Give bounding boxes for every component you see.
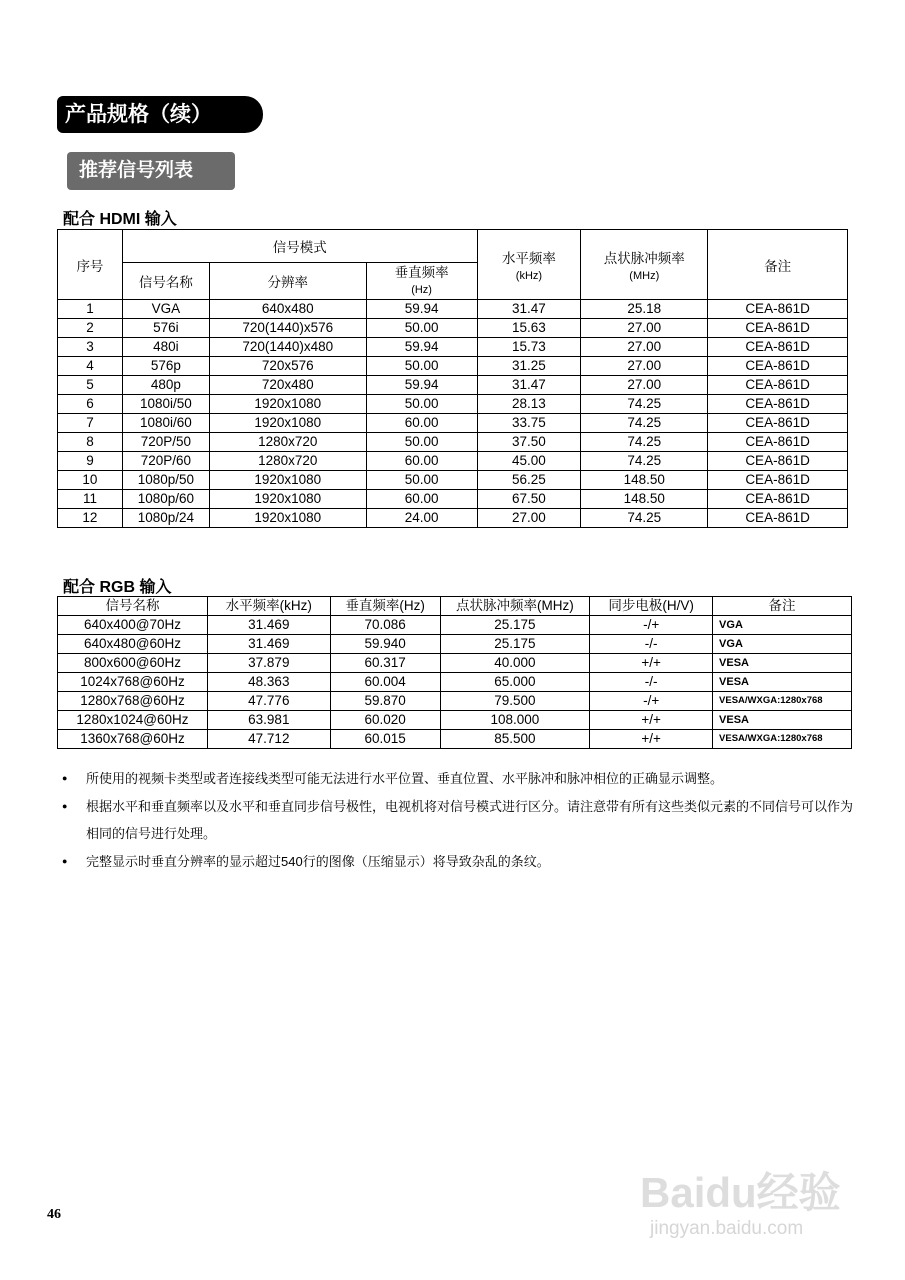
table-row (58, 730, 852, 749)
notes-list (62, 765, 862, 875)
table-cell: 15.73 (477, 338, 581, 357)
table-cell: 1920x1080 (209, 395, 366, 414)
table-cell: 74.25 (581, 395, 708, 414)
table-cell: 1280x720 (209, 433, 366, 452)
table-row (58, 376, 848, 395)
table-cell: 1080p/24 (122, 509, 209, 528)
table-cell: 1080i/60 (122, 414, 209, 433)
table-cell: 59.94 (366, 376, 477, 395)
table-cell: 31.469 (207, 616, 330, 635)
table-cell: 27.00 (581, 319, 708, 338)
table-cell: 108.000 (440, 711, 590, 730)
table-cell: 59.94 (366, 300, 477, 319)
table-row (58, 616, 852, 635)
table-cell: 3 (58, 338, 123, 357)
table-cell: +/+ (590, 730, 713, 749)
table-cell: 31.47 (477, 300, 581, 319)
table-cell: 37.879 (207, 654, 330, 673)
table-cell: 27.00 (477, 509, 581, 528)
table-cell: 50.00 (366, 433, 477, 452)
table-cell: 33.75 (477, 414, 581, 433)
table-cell: +/+ (590, 654, 713, 673)
table-cell: 60.00 (366, 414, 477, 433)
table-cell: 25.175 (440, 635, 590, 654)
table-cell: 50.00 (366, 471, 477, 490)
table-cell: 50.00 (366, 319, 477, 338)
table-cell: 15.63 (477, 319, 581, 338)
table-cell: 1280x768@60Hz (58, 692, 208, 711)
table-row (58, 300, 848, 319)
page-number: 46 (47, 1207, 61, 1222)
table-row (58, 338, 848, 357)
table-cell: 25.175 (440, 616, 590, 635)
rgb-signal-table (57, 596, 852, 749)
hdmi-section-label: 配合 HDMI 输入 (63, 211, 177, 228)
table-cell: 640x480@60Hz (58, 635, 208, 654)
column-header: 水平频率(kHz) (207, 597, 330, 616)
table-cell: 640x400@70Hz (58, 616, 208, 635)
note-item: ● 根据水平和垂直频率以及水平和垂直同步信号极性，电视机将对信号模式进行区分。请注意带有所有这些类似元素的不同信号可以作为相同的信号进行处理。 (62, 793, 862, 848)
table-cell: CEA-861D (708, 433, 848, 452)
table-row (58, 692, 852, 711)
table-cell: CEA-861D (708, 395, 848, 414)
table-cell: 59.94 (366, 338, 477, 357)
table-cell: 60.004 (330, 673, 440, 692)
table-cell: VGA (713, 635, 852, 654)
table-row (58, 395, 848, 414)
table-cell: 4 (58, 357, 123, 376)
table-cell: 60.015 (330, 730, 440, 749)
column-header: 信号名称 (58, 597, 208, 616)
table-row (58, 711, 852, 730)
table-cell: 720P/50 (122, 433, 209, 452)
column-header: 同步电极(H/V) (590, 597, 713, 616)
table-cell: 1024x768@60Hz (58, 673, 208, 692)
header-res: 分辨率 (209, 263, 366, 300)
table-cell: 480i (122, 338, 209, 357)
table-cell: 720(1440)x480 (209, 338, 366, 357)
table-cell: CEA-861D (708, 414, 848, 433)
table-cell: 720(1440)x576 (209, 319, 366, 338)
table-cell: 74.25 (581, 452, 708, 471)
page-title: 产品规格（续） (57, 96, 263, 133)
table-row (58, 433, 848, 452)
table-cell: 720x480 (209, 376, 366, 395)
table-cell: 27.00 (581, 376, 708, 395)
table-row (58, 673, 852, 692)
table-cell: 65.000 (440, 673, 590, 692)
header-hfreq: 水平频率 (kHz) (477, 230, 581, 300)
table-cell: 48.363 (207, 673, 330, 692)
table-cell: 56.25 (477, 471, 581, 490)
table-row (58, 471, 848, 490)
table-cell: 1360x768@60Hz (58, 730, 208, 749)
table-cell: 1280x1024@60Hz (58, 711, 208, 730)
table-cell: CEA-861D (708, 509, 848, 528)
table-cell: VESA/WXGA:1280x768 (713, 730, 852, 749)
table-cell: 1920x1080 (209, 490, 366, 509)
table-cell: +/+ (590, 711, 713, 730)
table-row (58, 490, 848, 509)
table-cell: 480p (122, 376, 209, 395)
table-cell: 60.00 (366, 490, 477, 509)
table-cell: 12 (58, 509, 123, 528)
table-cell: VGA (122, 300, 209, 319)
table-cell: 1 (58, 300, 123, 319)
table-cell: -/+ (590, 616, 713, 635)
table-cell: 27.00 (581, 338, 708, 357)
table-row (58, 319, 848, 338)
table-cell: 5 (58, 376, 123, 395)
table-cell: VESA (713, 654, 852, 673)
table-row (58, 357, 848, 376)
header-no: 序号 (58, 230, 123, 300)
table-cell: 1080p/60 (122, 490, 209, 509)
table-cell: 148.50 (581, 490, 708, 509)
table-cell: 74.25 (581, 433, 708, 452)
header-name: 信号名称 (122, 263, 209, 300)
column-header: 备注 (713, 597, 852, 616)
table-cell: 576i (122, 319, 209, 338)
table-row (58, 414, 848, 433)
table-cell: CEA-861D (708, 471, 848, 490)
table-row (58, 509, 848, 528)
table-cell: 7 (58, 414, 123, 433)
column-header: 垂直频率(Hz) (330, 597, 440, 616)
table-cell: 70.086 (330, 616, 440, 635)
table-cell: VESA (713, 673, 852, 692)
table-cell: 800x600@60Hz (58, 654, 208, 673)
table-cell: 28.13 (477, 395, 581, 414)
table-row (58, 635, 852, 654)
column-header: 点状脉冲频率(MHz) (440, 597, 590, 616)
table-cell: 640x480 (209, 300, 366, 319)
table-cell: 8 (58, 433, 123, 452)
table-cell: 47.712 (207, 730, 330, 749)
table-row (58, 452, 848, 471)
table-cell: CEA-861D (708, 319, 848, 338)
table-cell: 27.00 (581, 357, 708, 376)
table-cell: 2 (58, 319, 123, 338)
header-note: 备注 (708, 230, 848, 300)
table-cell: 63.981 (207, 711, 330, 730)
table-cell: VGA (713, 616, 852, 635)
table-cell: 45.00 (477, 452, 581, 471)
table-cell: 31.47 (477, 376, 581, 395)
table-cell: 25.18 (581, 300, 708, 319)
table-cell: 31.469 (207, 635, 330, 654)
table-cell: 74.25 (581, 414, 708, 433)
table-cell: 1920x1080 (209, 414, 366, 433)
table-cell: CEA-861D (708, 452, 848, 471)
table-cell: 47.776 (207, 692, 330, 711)
table-cell: CEA-861D (708, 300, 848, 319)
note-item: ● 所使用的视频卡类型或者连接线类型可能无法进行水平位置、垂直位置、水平脉冲和脉冲相位的正确显示调整。 (62, 765, 862, 793)
table-cell: 37.50 (477, 433, 581, 452)
table-cell: 60.317 (330, 654, 440, 673)
table-cell: -/- (590, 673, 713, 692)
table-cell: VESA/WXGA:1280x768 (713, 692, 852, 711)
section-title: 推荐信号列表 (67, 152, 235, 190)
note-item: ● 完整显示时垂直分辨率的显示超过540行的图像（压缩显示）将导致杂乱的条纹。 (62, 848, 862, 876)
table-cell: 10 (58, 471, 123, 490)
table-cell: VESA (713, 711, 852, 730)
table-cell: 31.25 (477, 357, 581, 376)
table-cell: 576p (122, 357, 209, 376)
table-cell: -/- (590, 635, 713, 654)
table-cell: 60.020 (330, 711, 440, 730)
table-cell: 1080p/50 (122, 471, 209, 490)
header-dot: 点状脉冲频率 (MHz) (581, 230, 708, 300)
table-cell: 148.50 (581, 471, 708, 490)
table-cell: 1920x1080 (209, 509, 366, 528)
table-cell: 59.940 (330, 635, 440, 654)
header-mode: 信号模式 (122, 230, 477, 263)
watermark-logo: Baidu经验 (640, 1169, 841, 1216)
table-cell: 1280x720 (209, 452, 366, 471)
table-cell: 1080i/50 (122, 395, 209, 414)
table-cell: CEA-861D (708, 357, 848, 376)
watermark-url: jingyan.baidu.com (650, 1218, 804, 1239)
table-cell: 59.870 (330, 692, 440, 711)
header-vfreq: 垂直频率 (Hz) (366, 263, 477, 300)
table-cell: 1920x1080 (209, 471, 366, 490)
table-cell: 50.00 (366, 357, 477, 376)
table-cell: 79.500 (440, 692, 590, 711)
rgb-section-label: 配合 RGB 输入 (63, 579, 172, 596)
table-cell: 720x576 (209, 357, 366, 376)
table-cell: 74.25 (581, 509, 708, 528)
table-cell: CEA-861D (708, 490, 848, 509)
table-cell: 24.00 (366, 509, 477, 528)
table-cell: 720P/60 (122, 452, 209, 471)
table-cell: 60.00 (366, 452, 477, 471)
table-cell: 11 (58, 490, 123, 509)
table-row (58, 654, 852, 673)
hdmi-signal-table (57, 229, 848, 528)
table-cell: CEA-861D (708, 338, 848, 357)
table-cell: 6 (58, 395, 123, 414)
table-cell: -/+ (590, 692, 713, 711)
table-cell: CEA-861D (708, 376, 848, 395)
table-cell: 50.00 (366, 395, 477, 414)
table-cell: 85.500 (440, 730, 590, 749)
table-cell: 40.000 (440, 654, 590, 673)
table-cell: 9 (58, 452, 123, 471)
table-cell: 67.50 (477, 490, 581, 509)
